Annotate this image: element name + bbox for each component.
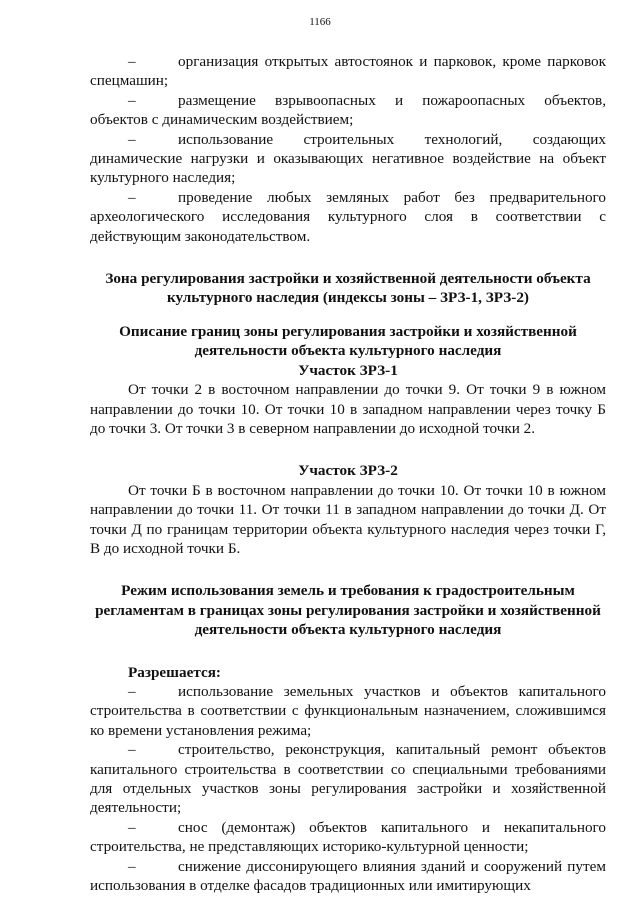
item-text: снос (демонтаж) объектов капитального и некапитального строительства, не представляющих историко-культурной ценности;: [90, 818, 606, 856]
allowed-item-4: [90, 857, 606, 896]
bullet-dash: –: [128, 188, 136, 206]
item-text: снижение диссонирующего влияния зданий и сооружений путем использования в отделке фасадов традиционных или имитирующих: [90, 857, 606, 895]
bullet-dash: –: [128, 818, 136, 836]
document-body: [90, 52, 606, 895]
section2-title: Участок ЗРЗ-2: [298, 462, 398, 480]
item-text: размещение взрывоопасных и пожароопасных объектов, объектов с динамическим воздействием;: [90, 91, 606, 129]
bullet-dash: –: [128, 857, 136, 875]
bullet-dash: –: [128, 682, 136, 700]
section2-text: От точки Б в восточном направлении до точки 10. От точки 10 в южном направлении до точки 11. От точки 11 в западном направлении до точки Д. От точки Д по границам территории объекта культурного наследия через точки Г, В до исходной точки Б.: [90, 481, 606, 557]
zone-heading: Зона регулирования застройки и хозяйственной деятельности объекта культурного наследия (индексы зоны – ЗРЗ-1, ЗРЗ-2): [105, 270, 591, 307]
prohibited-item-1: [90, 52, 606, 91]
regime-heading: Режим использования земель и требования к градостроительным регламентам в границах зоны регулирования застройки и хозяйственной деятельности объекта культурного наследия: [95, 582, 601, 639]
item-text: использование строительных технологий, создающих динамические нагрузки и оказывающих негативное воздействие на объект культурного наследия;: [90, 130, 606, 187]
item-text: проведение любых земляных работ без предварительного археологического исследования культурного слоя в соответствии с действующим законодательством.: [90, 188, 606, 245]
section1-text: От точки 2 в восточном направлении до точки 9. От точки 9 в южном направлении до точки 10. От точки 10 в западном направлении через точку Б до точки 3. От точки 3 в северном направлении до исходной точки 2.: [90, 381, 606, 437]
item-text: организация открытых автостоянок и парковок, кроме парковок спецмашин;: [90, 53, 606, 90]
bullet-dash: –: [128, 741, 136, 759]
boundaries-heading: Описание границ зоны регулирования застройки и хозяйственной деятельности объекта культурного наследия: [119, 322, 577, 360]
allowed-item-2: [90, 740, 606, 818]
bullet-dash: –: [128, 130, 136, 148]
prohibited-item-4: [90, 188, 606, 246]
bullet-dash: –: [128, 91, 136, 109]
bullet-dash: –: [128, 53, 136, 70]
prohibited-item-3: [90, 130, 606, 188]
item-text: строительство, реконструкция, капитальный ремонт объектов капитального строительства в соответствии со специальными требованиями для отдельных участков зоны регулирования застройки и хозяйственной деятельности;: [90, 741, 606, 817]
section1-title: Участок ЗРЗ-1: [298, 361, 398, 379]
allowed-label: Разрешается:: [128, 663, 221, 681]
prohibited-item-2: [90, 91, 606, 130]
allowed-item-1: [90, 682, 606, 740]
allowed-item-3: [90, 818, 606, 857]
item-text: использование земельных участков и объектов капитального строительства в соответствии с функциональным назначением, сложившимся ко времени установления режима;: [90, 682, 606, 739]
page-number: 1166: [309, 16, 331, 28]
